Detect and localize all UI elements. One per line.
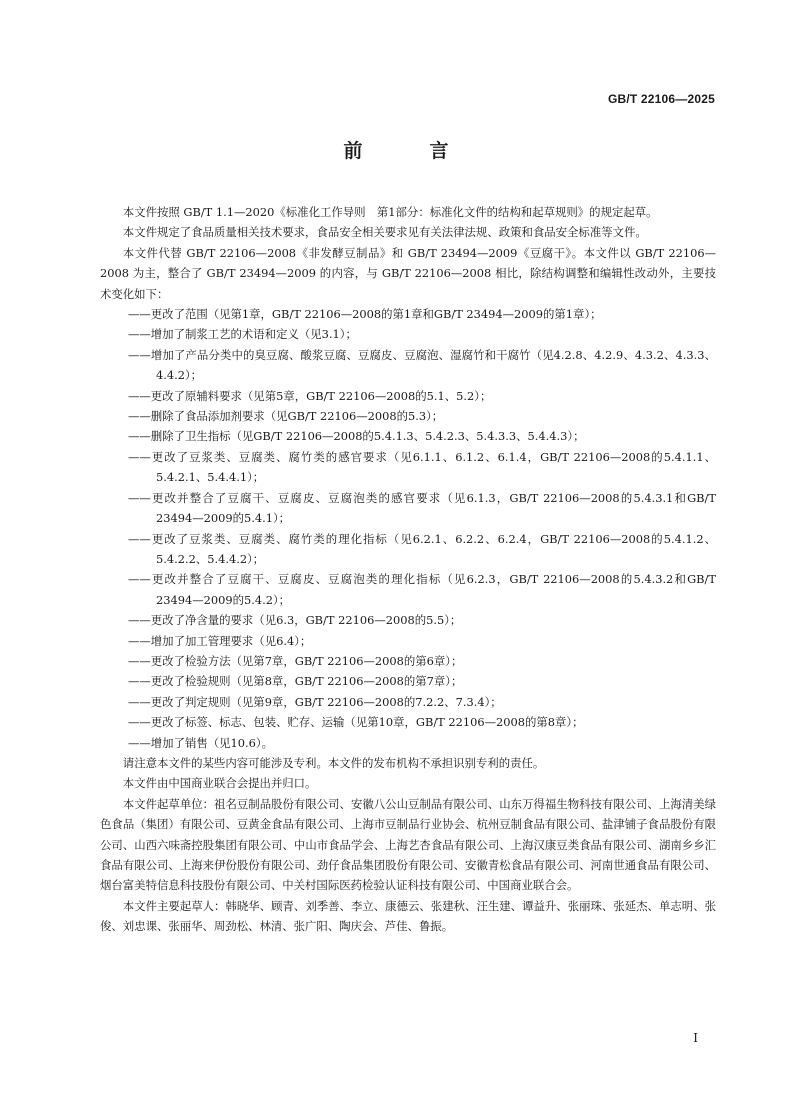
list-item: ——更改并整合了豆腐干、豆腐皮、豆腐泡类的感官要求（见6.1.3，GB/T 22106—2008的5.4.3.1和GB/T 23494—2009的5.4.1）； (128, 490, 716, 526)
paragraph-drafters: 本文件主要起草人：韩晓华、顾青、刘季善、李立、康德云、张建秋、汪生建、谭益升、张丽珠、张延杰、单志明、张俊、刘忠课、张丽华、周劲松、林清、张广阳、陶庆会、芦佳、鲁振。 (100, 898, 716, 934)
paragraph-scope-note: 本文件规定了食品质量相关技术要求，食品安全相关要求见有关法律法规、政策和食品安全标准等文件。 (122, 225, 647, 240)
list-item: ——更改了标签、标志、包装、贮存、运输（见第10章，GB/T 22106—2008的第8章）； (128, 715, 584, 730)
list-item: ——更改了检验方法（见第7章，GB/T 22106—2008的第6章）； (128, 653, 463, 668)
paragraph-proposer: 本文件由中国商业联合会提出并归口。 (122, 776, 317, 791)
list-item: ——更改了范围（见第1章，GB/T 22106—2008的第1章和GB/T 23494—2009的第1章）； (128, 307, 602, 322)
list-item: ——更改了原辅料要求（见第5章，GB/T 22106—2008的5.1、5.2）； (128, 388, 492, 403)
paragraph-drafting-basis: 本文件按照 GB/T 1.1—2020《标准化工作导则 第1部分：标准化文件的结构和起草规则》的规定起草。 (122, 205, 658, 219)
paragraph-patent-notice: 请注意本文件的某些内容可能涉及专利。本文件的发布机构不承担识别专利的责任。 (122, 755, 545, 770)
foreword-body (100, 202, 716, 937)
list-item: ——删除了食品添加剂要求（见GB/T 22106—2008的5.3）； (128, 409, 444, 424)
list-item: ——更改了豆浆类、豆腐类、腐竹类的理化指标（见6.2.1、6.2.2、6.2.4，GB/T 22106—2008的5.4.1.2、5.4.2.2、5.4.4.2）； (128, 531, 716, 566)
list-item: ——增加了加工管理要求（见6.4）； (128, 633, 312, 648)
technical-changes-list (100, 304, 716, 753)
list-item: ——更改并整合了豆腐干、豆腐皮、豆腐泡类的理化指标（见6.2.3，GB/T 22106—2008的5.4.3.2和GB/T 23494—2009的5.4.2）； (128, 572, 716, 607)
list-item: ——更改了豆浆类、豆腐类、腐竹类的感官要求（见6.1.1、6.1.2、6.1.4，GB/T 22106—2008的5.4.1.1、5.4.2.1、5.4.4.1）； (128, 449, 716, 485)
list-item: ——更改了检验规则（见第8章，GB/T 22106—2008的第7章）； (128, 674, 463, 689)
list-item: ——增加了产品分类中的臭豆腐、酸浆豆腐、豆腐皮、豆腐泡、湿腐竹和干腐竹（见4.2.8、4.2.9、4.3.2、4.3.3、4.4.2）； (128, 347, 716, 383)
paragraph-drafting-units: 本文件起草单位：祖名豆制品股份有限公司、安徽八公山豆制品有限公司、山东万得福生物科技有限公司、上海清美绿色食品（集团）有限公司、豆黄金食品有限公司、上海市豆制品行业协会、杭州豆制食品有限公司、盐津铺子食品股份有限公司、山西六味斋控股集团有限公司、中山市食品学会、上海艺杏食品有限公司、上海汉康豆类食品有限公司、湖南乡乡汇食品有限公司、上海来伊份股份有限公司、劲仔食品集团股份有限公司、安徽青松食品有限公司、河南世通食品有限公司、烟台富美特信息科技股份有限公司、中关村国际医药检验认证科技有限公司、中国商业联合会。 (100, 796, 716, 893)
page-number: I (693, 1031, 698, 1045)
paragraph-replacement: 本文件代替 GB/T 22106—2008《非发酵豆制品》和 GB/T 23494—2009《豆腐干》。本文件以 GB/T 22106—2008 为主，整合了 GB/T 23494—2009 的内容，与 GB/T 22106—2008 相比，除结构调整和编辑性改动外，主要技术变化如下： (100, 245, 716, 301)
list-item: ——增加了销售（见10.6）。 (128, 735, 273, 750)
list-item: ——删除了卫生指标（见GB/T 22106—2008的5.4.1.3、5.4.2.3、5.4.3.3、5.4.4.3）； (128, 429, 585, 444)
list-item: ——更改了净含量的要求（见6.3，GB/T 22106—2008的5.5）； (128, 613, 462, 628)
page-title: 前 言 (343, 140, 473, 162)
list-item: ——更改了判定规则（见第9章，GB/T 22106—2008的7.2.2、7.3.4）； (128, 694, 502, 709)
standard-code: GB/T 22106—2025 (607, 92, 715, 106)
list-item: ——增加了制浆工艺的术语和定义（见3.1）； (128, 327, 357, 342)
